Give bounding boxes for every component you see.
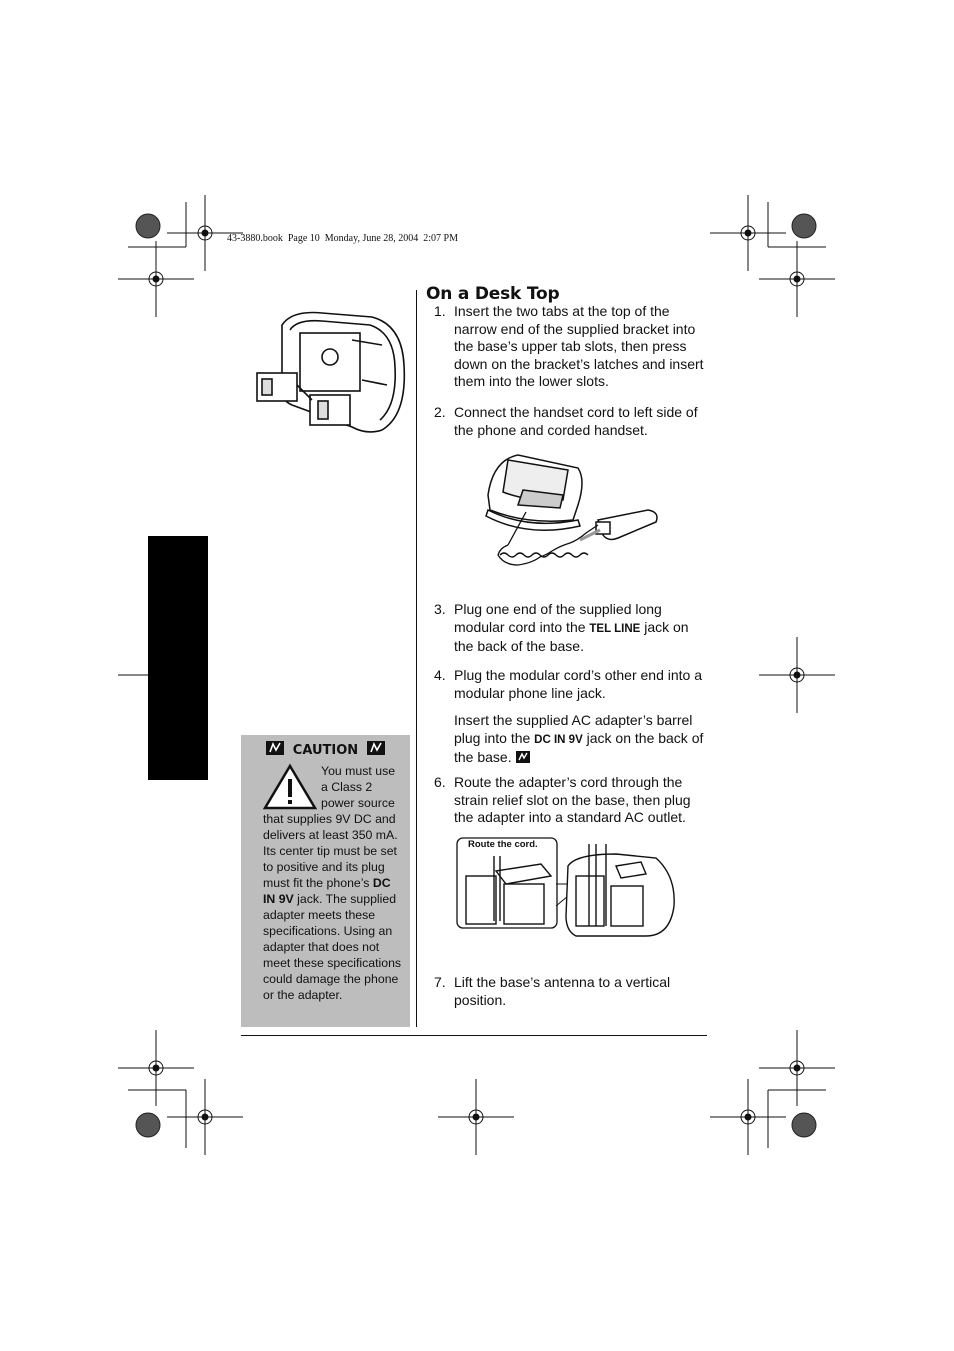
step-2-number: 2. <box>434 404 446 420</box>
caution-box <box>241 735 410 1027</box>
side-tab <box>148 536 208 780</box>
step-4-number: 4. <box>434 667 446 683</box>
registration-mark <box>202 230 208 236</box>
registration-mark <box>153 276 159 282</box>
registration-mark <box>473 1114 479 1120</box>
warning-triangle-icon <box>263 763 317 811</box>
bracket-base-figure <box>252 305 412 435</box>
step-7-text: Lift the base’s antenna to a vertical position. <box>454 974 671 1008</box>
caution-body <box>263 763 405 1003</box>
step-5-text-a: Insert the supplied AC adapter’s barrel plug into the <box>454 712 693 746</box>
caution-text-a: You must use a Class 2 power source that supplies 9V DC and delivers at least 350 mA. Its center tip must be set to positive and its plug must fit the phone’s <box>263 764 398 890</box>
step-6-text: Route the adapter’s cord through the strain relief slot on the base, then plug the adapter into a standard AC outlet. <box>454 774 691 826</box>
tel-line-label: TEL LINE <box>589 622 641 635</box>
bottom-rule <box>241 1035 707 1036</box>
registration-mark <box>794 1065 800 1071</box>
handset-cord-figure <box>468 450 668 585</box>
header-file-info: 43-3880.book Page 10 Monday, June 28, 2004 2:07 PM <box>227 233 459 244</box>
caution-text-b: jack. The supplied adapter meets these specifications. Using an adapter that does not meet these specifications could damage the phone or the adapter. <box>263 892 402 1002</box>
registration-mark <box>153 1065 159 1071</box>
caution-hand-icon <box>516 751 530 763</box>
column-divider <box>416 290 417 1027</box>
registration-mark <box>745 1114 751 1120</box>
step-3-text-b: jack on the back of the base. <box>454 618 689 655</box>
caution-hand-icon <box>266 741 284 755</box>
step-7-number: 7. <box>434 974 446 990</box>
step-6-number: 6. <box>434 774 446 790</box>
registration-mark <box>794 672 800 678</box>
registration-mark <box>202 1114 208 1120</box>
step-4-text: Plug the modular cord’s other end into a modular phone line jack. <box>454 667 703 701</box>
step-1-text: Insert the two tabs at the top of the narrow end of the supplied bracket into the base’s upper tab slots, then press down on the bracket’s latches and insert them into the lower slots. <box>454 303 704 390</box>
step-2-text: Connect the handset cord to left side of the phone and corded handset. <box>454 404 698 438</box>
caution-title: CAUTION <box>292 743 359 758</box>
route-cord-label: Route the cord. <box>468 839 538 850</box>
step-5-text-b: jack on the back of the base. <box>454 729 704 766</box>
route-cord-figure <box>456 836 678 936</box>
caution-dc-in-label: DC IN 9V <box>263 876 391 906</box>
registration-mark <box>745 230 751 236</box>
registration-mark <box>794 276 800 282</box>
dc-in-label: DC IN 9V <box>534 733 583 746</box>
step-3-text-a: Plug one end of the supplied long modular cord into the <box>454 601 662 635</box>
caution-hand-icon <box>367 741 385 755</box>
section-title: On a Desk Top <box>426 284 560 304</box>
step-1-number: 1. <box>434 303 446 319</box>
step-3-number: 3. <box>434 601 446 617</box>
